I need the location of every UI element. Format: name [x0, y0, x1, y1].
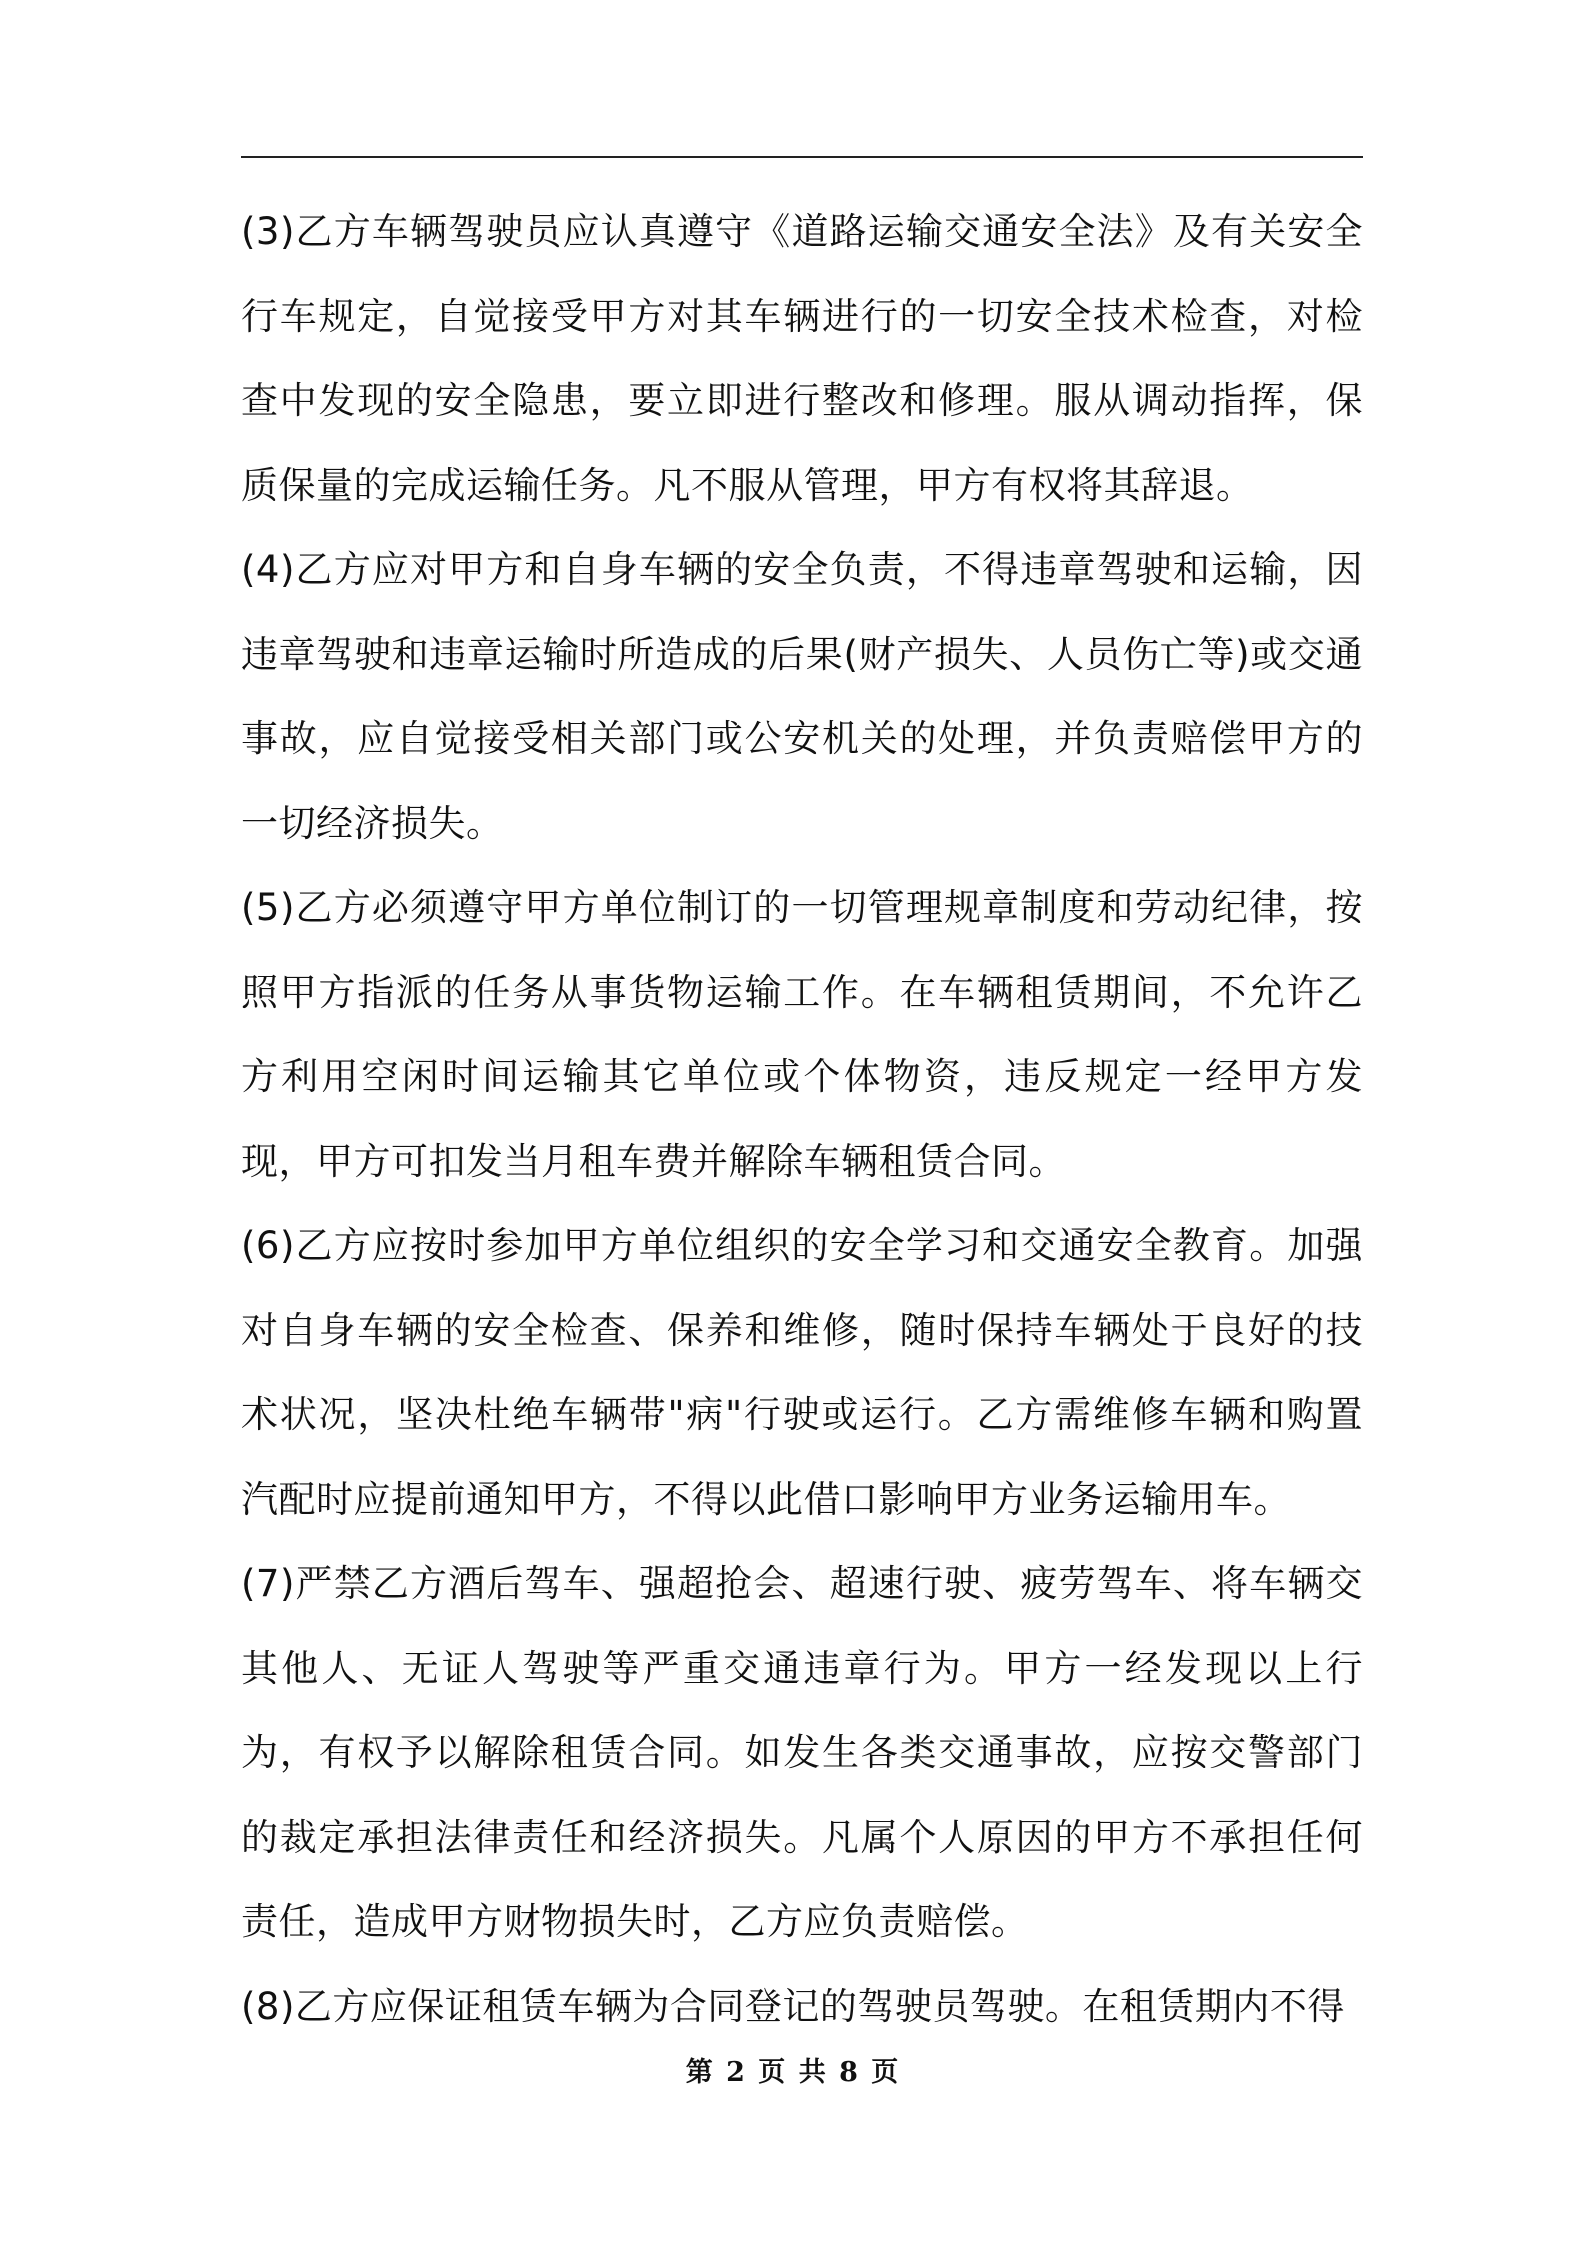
clause-5: (5)乙方必须遵守甲方单位制订的一切管理规章制度和劳动纪律，按照甲方指派的任务从事货物运输工作。在车辆租赁期间，不允许乙方利用空闲时间运输其它单位或个体物资，违反规定一经甲方发现，甲方可扣发当月租车费并解除车辆租赁合同。 — [241, 886, 1363, 1183]
header-rule — [241, 156, 1363, 158]
document-body — [241, 190, 1363, 2049]
clause-8: (8)乙方应保证租赁车辆为合同登记的驾驶员驾驶。在租赁期内不得 — [241, 1984, 1345, 2028]
clause-6: (6)乙方应按时参加甲方单位组织的安全学习和交通安全教育。加强对自身车辆的安全检查、保养和维修，随时保持车辆处于良好的技术状况，坚决杜绝车辆带"病"行驶或运行。乙方需维修车辆和购置汽配时应提前通知甲方，不得以此借口影响甲方业务运输用车。 — [241, 1224, 1363, 1521]
clause-7: (7)严禁乙方酒后驾车、强超抢会、超速行驶、疲劳驾车、将车辆交其他人、无证人驾驶等严重交通违章行为。甲方一经发现以上行为，有权予以解除租赁合同。如发生各类交通事故，应按交警部门的裁定承担法律责任和经济损失。凡属个人原因的甲方不承担任何责任，造成甲方财物损失时，乙方应负责赔偿。 — [241, 1562, 1363, 1943]
page-number: 第 2 页 共 8 页 — [685, 2057, 901, 2088]
clause-3: (3)乙方车辆驾驶员应认真遵守《道路运输交通安全法》及有关安全行车规定，自觉接受甲方对其车辆进行的一切安全技术检查，对检查中发现的安全隐患，要立即进行整改和修理。服从调动指挥，保质保量的完成运输任务。凡不服从管理，甲方有权将其辞退。 — [241, 210, 1363, 507]
clause-4: (4)乙方应对甲方和自身车辆的安全负责，不得违章驾驶和运输，因违章驾驶和违章运输时所造成的后果(财产损失、人员伤亡等)或交通事故，应自觉接受相关部门或公安机关的处理，并负责赔偿甲方的一切经济损失。 — [241, 548, 1363, 845]
